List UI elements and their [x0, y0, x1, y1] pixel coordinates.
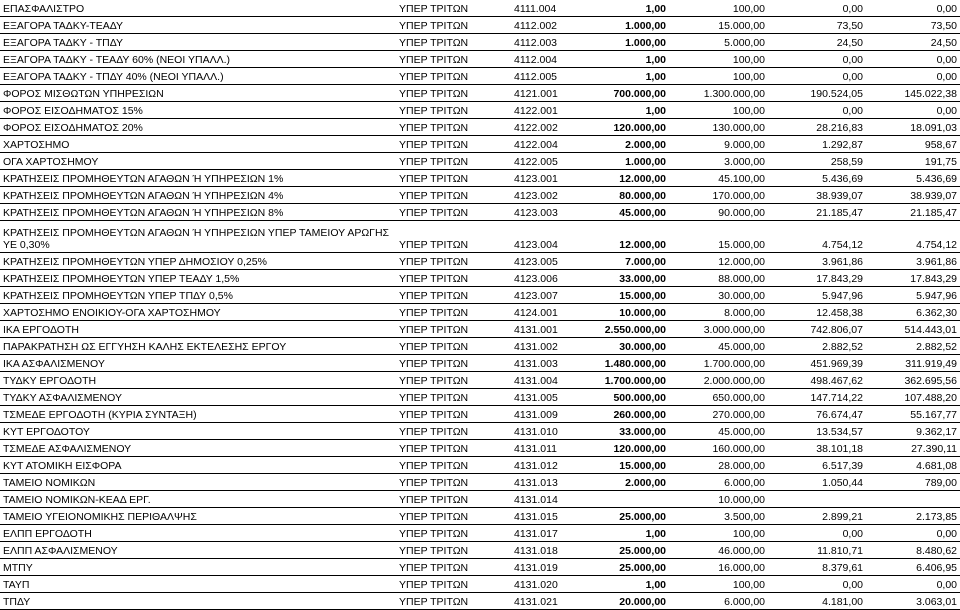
amount-column-3: 28.216,83 [768, 119, 866, 136]
account-category: ΥΠΕΡ ΤΡΙΤΩΝ [396, 304, 511, 321]
budgeted-amount: 1,00 [582, 51, 669, 68]
amount-column-4: 107.488,20 [866, 389, 960, 406]
amount-column-2: 45.000,00 [669, 338, 768, 355]
budgeted-amount: 1,00 [582, 525, 669, 542]
amount-column-3: 38.101,18 [768, 440, 866, 457]
budgeted-amount: 15.000,00 [582, 287, 669, 304]
account-category: ΥΠΕΡ ΤΡΙΤΩΝ [396, 153, 511, 170]
account-description: ΟΓΑ ΧΑΡΤΟΣΗΜΟΥ [0, 153, 396, 170]
table-row [0, 51, 960, 68]
amount-column-2: 100,00 [669, 51, 768, 68]
account-code: 4123.007 [511, 287, 582, 304]
amount-column-2: 6.000,00 [669, 474, 768, 491]
account-code: 4123.006 [511, 270, 582, 287]
account-category: ΥΠΕΡ ΤΡΙΤΩΝ [396, 221, 511, 253]
budgeted-amount: 10.000,00 [582, 304, 669, 321]
amount-column-3: 73,50 [768, 17, 866, 34]
table-row [0, 406, 960, 423]
amount-column-3: 2.882,52 [768, 338, 866, 355]
account-description: ΧΑΡΤΟΣΗΜΟ [0, 136, 396, 153]
amount-column-4: 789,00 [866, 474, 960, 491]
account-description: ΜΤΠΥ [0, 559, 396, 576]
amount-column-4: 311.919,49 [866, 355, 960, 372]
account-description: ΤΑΜΕΙΟ ΝΟΜΙΚΩΝ [0, 474, 396, 491]
budgeted-amount: 500.000,00 [582, 389, 669, 406]
account-description: ΚΡΑΤΗΣΕΙΣ ΠΡΟΜΗΘΕΥΤΩΝ ΥΠΕΡ ΤΕΑΔΥ 1,5% [0, 270, 396, 287]
account-category: ΥΠΕΡ ΤΡΙΤΩΝ [396, 119, 511, 136]
account-category: ΥΠΕΡ ΤΡΙΤΩΝ [396, 440, 511, 457]
amount-column-4: 9.362,17 [866, 423, 960, 440]
amount-column-4: 3.961,86 [866, 253, 960, 270]
account-description: ΕΠΑΣΦΑΛΙΣΤΡΟ [0, 0, 396, 17]
budgeted-amount: 45.000,00 [582, 204, 669, 221]
account-code: 4131.009 [511, 406, 582, 423]
amount-column-2: 8.000,00 [669, 304, 768, 321]
account-code: 4131.005 [511, 389, 582, 406]
amount-column-2: 30.000,00 [669, 287, 768, 304]
amount-column-4: 24,50 [866, 34, 960, 51]
account-description: ΚΡΑΤΗΣΕΙΣ ΠΡΟΜΗΘΕΥΤΩΝ ΑΓΑΘΩΝ Ή ΥΠΗΡΕΣΙΩΝ 8% [0, 204, 396, 221]
table-row [0, 253, 960, 270]
amount-column-4: 6.406,95 [866, 559, 960, 576]
account-code: 4131.014 [511, 491, 582, 508]
account-description: ΕΞΑΓΟΡΑ ΤΑΔΚΥ - ΤΕΑΔΥ 60% (ΝΕΟΙ ΥΠΑΛΛ.) [0, 51, 396, 68]
amount-column-2: 15.000,00 [669, 221, 768, 253]
account-description: ΤΣΜΕΔΕ ΕΡΓΟΔΟΤΗ (ΚΥΡΙΑ ΣΥΝΤΑΞΗ) [0, 406, 396, 423]
amount-column-2: 650.000,00 [669, 389, 768, 406]
account-code: 4131.017 [511, 525, 582, 542]
amount-column-3: 258,59 [768, 153, 866, 170]
amount-column-3 [768, 491, 866, 508]
account-code: 4122.004 [511, 136, 582, 153]
budgeted-amount: 1.000,00 [582, 153, 669, 170]
amount-column-3: 12.458,38 [768, 304, 866, 321]
amount-column-4: 55.167,77 [866, 406, 960, 423]
table-row [0, 593, 960, 610]
amount-column-2: 10.000,00 [669, 491, 768, 508]
budgeted-amount: 12.000,00 [582, 170, 669, 187]
account-code: 4131.019 [511, 559, 582, 576]
table-row [0, 321, 960, 338]
amount-column-4: 3.063,01 [866, 593, 960, 610]
table-row [0, 170, 960, 187]
amount-column-2: 2.000.000,00 [669, 372, 768, 389]
amount-column-4: 2.882,52 [866, 338, 960, 355]
account-category: ΥΠΕΡ ΤΡΙΤΩΝ [396, 187, 511, 204]
amount-column-2: 16.000,00 [669, 559, 768, 576]
amount-column-3: 0,00 [768, 102, 866, 119]
account-code: 4122.001 [511, 102, 582, 119]
amount-column-2: 160.000,00 [669, 440, 768, 457]
account-category: ΥΠΕΡ ΤΡΙΤΩΝ [396, 270, 511, 287]
account-description: ΙΚΑ ΕΡΓΟΔΟΤΗ [0, 321, 396, 338]
budgeted-amount: 1.000,00 [582, 17, 669, 34]
account-description: ΕΛΠΠ ΑΣΦΑΛΙΣΜΕΝΟΥ [0, 542, 396, 559]
table-row [0, 440, 960, 457]
amount-column-2: 100,00 [669, 0, 768, 17]
account-code: 4112.002 [511, 17, 582, 34]
amount-column-4: 21.185,47 [866, 204, 960, 221]
account-code: 4131.003 [511, 355, 582, 372]
account-category: ΥΠΕΡ ΤΡΙΤΩΝ [396, 576, 511, 593]
budgeted-amount: 700.000,00 [582, 85, 669, 102]
amount-column-4: 145.022,38 [866, 85, 960, 102]
table-row [0, 119, 960, 136]
table-row [0, 542, 960, 559]
amount-column-3: 4.181,00 [768, 593, 866, 610]
account-category: ΥΠΕΡ ΤΡΙΤΩΝ [396, 253, 511, 270]
account-category: ΥΠΕΡ ΤΡΙΤΩΝ [396, 34, 511, 51]
budgeted-amount: 15.000,00 [582, 457, 669, 474]
account-code: 4123.001 [511, 170, 582, 187]
table-row [0, 372, 960, 389]
amount-column-4: 0,00 [866, 102, 960, 119]
amount-column-4: 73,50 [866, 17, 960, 34]
account-code: 4131.020 [511, 576, 582, 593]
amount-column-4: 17.843,29 [866, 270, 960, 287]
account-category: ΥΠΕΡ ΤΡΙΤΩΝ [396, 102, 511, 119]
account-description: ΤΑΜΕΙΟ ΥΓΕΙΟΝΟΜΙΚΗΣ ΠΕΡΙΘΑΛΨΗΣ [0, 508, 396, 525]
account-description: ΧΑΡΤΟΣΗΜΟ ΕΝΟΙΚΙΟΥ-ΟΓΑ ΧΑΡΤΟΣΗΜΟΥ [0, 304, 396, 321]
amount-column-3: 0,00 [768, 576, 866, 593]
budgeted-amount [582, 491, 669, 508]
account-description: ΠΑΡΑΚΡΑΤΗΣΗ ΩΣ ΕΓΓΥΗΣΗ ΚΑΛΗΣ ΕΚΤΕΛΕΣΗΣ ΕΡΓΟΥ [0, 338, 396, 355]
amount-column-3: 5.436,69 [768, 170, 866, 187]
account-category: ΥΠΕΡ ΤΡΙΤΩΝ [396, 423, 511, 440]
amount-column-2: 170.000,00 [669, 187, 768, 204]
budgeted-amount: 12.000,00 [582, 221, 669, 253]
account-category: ΥΠΕΡ ΤΡΙΤΩΝ [396, 559, 511, 576]
table-row [0, 270, 960, 287]
account-description: ΤΑΥΠ [0, 576, 396, 593]
account-description: ΤΣΜΕΔΕ ΑΣΦΑΛΙΣΜΕΝΟΥ [0, 440, 396, 457]
amount-column-3: 4.754,12 [768, 221, 866, 253]
amount-column-3: 5.947,96 [768, 287, 866, 304]
amount-column-2: 28.000,00 [669, 457, 768, 474]
budgeted-amount: 1,00 [582, 0, 669, 17]
table-row [0, 153, 960, 170]
amount-column-4: 8.480,62 [866, 542, 960, 559]
amount-column-4: 958,67 [866, 136, 960, 153]
amount-column-4: 4.681,08 [866, 457, 960, 474]
account-category: ΥΠΕΡ ΤΡΙΤΩΝ [396, 491, 511, 508]
account-description: ΕΞΑΓΟΡΑ ΤΑΔΚΥ-ΤΕΑΔΥ [0, 17, 396, 34]
account-description: ΕΛΠΠ ΕΡΓΟΔΟΤΗ [0, 525, 396, 542]
amount-column-3: 1.050,44 [768, 474, 866, 491]
account-description: ΚΥΤ ΕΡΓΟΔΟΤΟΥ [0, 423, 396, 440]
amount-column-4: 27.390,11 [866, 440, 960, 457]
account-category: ΥΠΕΡ ΤΡΙΤΩΝ [396, 136, 511, 153]
amount-column-3: 2.899,21 [768, 508, 866, 525]
account-category: ΥΠΕΡ ΤΡΙΤΩΝ [396, 542, 511, 559]
account-description: ΚΡΑΤΗΣΕΙΣ ΠΡΟΜΗΘΕΥΤΩΝ ΑΓΑΘΩΝ Ή ΥΠΗΡΕΣΙΩΝ 4% [0, 187, 396, 204]
amount-column-2: 12.000,00 [669, 253, 768, 270]
amount-column-3: 6.517,39 [768, 457, 866, 474]
account-code: 4131.013 [511, 474, 582, 491]
amount-column-3: 742.806,07 [768, 321, 866, 338]
account-code: 4131.002 [511, 338, 582, 355]
account-code: 4131.015 [511, 508, 582, 525]
account-code: 4131.012 [511, 457, 582, 474]
table-row [0, 355, 960, 372]
amount-column-2: 100,00 [669, 576, 768, 593]
amount-column-4: 362.695,56 [866, 372, 960, 389]
account-category: ΥΠΕΡ ΤΡΙΤΩΝ [396, 355, 511, 372]
amount-column-2: 6.000,00 [669, 593, 768, 610]
table-row [0, 508, 960, 525]
amount-column-4: 0,00 [866, 68, 960, 85]
budgeted-amount: 25.000,00 [582, 559, 669, 576]
budgeted-amount: 2.000,00 [582, 474, 669, 491]
table-row [0, 34, 960, 51]
amount-column-2: 3.500,00 [669, 508, 768, 525]
table-row [0, 559, 960, 576]
budgeted-amount: 260.000,00 [582, 406, 669, 423]
amount-column-2: 5.000,00 [669, 34, 768, 51]
budgeted-amount: 1.700.000,00 [582, 372, 669, 389]
table-row [0, 491, 960, 508]
amount-column-3: 0,00 [768, 525, 866, 542]
table-row [0, 474, 960, 491]
table-row [0, 525, 960, 542]
account-description: ΦΟΡΟΣ ΜΙΣΘΩΤΩΝ ΥΠΗΡΕΣΙΩΝ [0, 85, 396, 102]
table-row [0, 187, 960, 204]
table-row [0, 389, 960, 406]
account-category: ΥΠΕΡ ΤΡΙΤΩΝ [396, 0, 511, 17]
amount-column-2: 100,00 [669, 102, 768, 119]
account-category: ΥΠΕΡ ΤΡΙΤΩΝ [396, 17, 511, 34]
account-code: 4122.005 [511, 153, 582, 170]
account-description: ΚΡΑΤΗΣΕΙΣ ΠΡΟΜΗΘΕΥΤΩΝ ΑΓΑΘΩΝ Ή ΥΠΗΡΕΣΙΩΝ 1% [0, 170, 396, 187]
budgeted-amount: 80.000,00 [582, 187, 669, 204]
amount-column-2: 3.000.000,00 [669, 321, 768, 338]
table-row [0, 287, 960, 304]
amount-column-2: 90.000,00 [669, 204, 768, 221]
account-category: ΥΠΕΡ ΤΡΙΤΩΝ [396, 389, 511, 406]
account-code: 4121.001 [511, 85, 582, 102]
table-row [0, 68, 960, 85]
table-row [0, 457, 960, 474]
budgeted-amount: 30.000,00 [582, 338, 669, 355]
amount-column-4: 0,00 [866, 51, 960, 68]
amount-column-2: 1.300.000,00 [669, 85, 768, 102]
account-description: ΦΟΡΟΣ ΕΙΣΟΔΗΜΑΤΟΣ 15% [0, 102, 396, 119]
amount-column-3: 13.534,57 [768, 423, 866, 440]
amount-column-3: 76.674,47 [768, 406, 866, 423]
table-row [0, 304, 960, 321]
amount-column-4: 5.436,69 [866, 170, 960, 187]
account-category: ΥΠΕΡ ΤΡΙΤΩΝ [396, 321, 511, 338]
amount-column-3: 190.524,05 [768, 85, 866, 102]
budgeted-amount: 2.550.000,00 [582, 321, 669, 338]
account-description: ΤΥΔΚΥ ΕΡΓΟΔΟΤΗ [0, 372, 396, 389]
amount-column-3: 0,00 [768, 0, 866, 17]
amount-column-4: 5.947,96 [866, 287, 960, 304]
account-description: ΚΡΑΤΗΣΕΙΣ ΠΡΟΜΗΘΕΥΤΩΝ ΥΠΕΡ ΤΠΔΥ 0,5% [0, 287, 396, 304]
budgeted-amount: 25.000,00 [582, 508, 669, 525]
amount-column-2: 88.000,00 [669, 270, 768, 287]
amount-column-3: 38.939,07 [768, 187, 866, 204]
table-row [0, 85, 960, 102]
amount-column-4: 0,00 [866, 0, 960, 17]
amount-column-4 [866, 491, 960, 508]
budgeted-amount: 120.000,00 [582, 119, 669, 136]
account-category: ΥΠΕΡ ΤΡΙΤΩΝ [396, 508, 511, 525]
table-row [0, 576, 960, 593]
account-code: 4122.002 [511, 119, 582, 136]
account-code: 4131.010 [511, 423, 582, 440]
budgeted-amount: 20.000,00 [582, 593, 669, 610]
account-description: ΤΥΔΚΥ ΑΣΦΑΛΙΣΜΕΝΟΥ [0, 389, 396, 406]
amount-column-2: 100,00 [669, 525, 768, 542]
account-category: ΥΠΕΡ ΤΡΙΤΩΝ [396, 338, 511, 355]
budgeted-amount: 120.000,00 [582, 440, 669, 457]
account-description: ΕΞΑΓΟΡΑ ΤΑΔΚΥ - ΤΠΔΥ [0, 34, 396, 51]
amount-column-4: 191,75 [866, 153, 960, 170]
table-row [0, 0, 960, 17]
account-category: ΥΠΕΡ ΤΡΙΤΩΝ [396, 457, 511, 474]
account-description: ΦΟΡΟΣ ΕΙΣΟΔΗΜΑΤΟΣ 20% [0, 119, 396, 136]
amount-column-2: 1.700.000,00 [669, 355, 768, 372]
budgeted-amount: 33.000,00 [582, 423, 669, 440]
amount-column-3: 498.467,62 [768, 372, 866, 389]
account-category: ΥΠΕΡ ΤΡΙΤΩΝ [396, 474, 511, 491]
amount-column-3: 147.714,22 [768, 389, 866, 406]
amount-column-2: 270.000,00 [669, 406, 768, 423]
account-code: 4131.018 [511, 542, 582, 559]
amount-column-4: 4.754,12 [866, 221, 960, 253]
table-row [0, 136, 960, 153]
table-row [0, 102, 960, 119]
amount-column-4: 38.939,07 [866, 187, 960, 204]
account-category: ΥΠΕΡ ΤΡΙΤΩΝ [396, 68, 511, 85]
account-category: ΥΠΕΡ ΤΡΙΤΩΝ [396, 51, 511, 68]
table-row [0, 221, 960, 253]
account-description: ΚΡΑΤΗΣΕΙΣ ΠΡΟΜΗΘΕΥΤΩΝ ΥΠΕΡ ΔΗΜΟΣΙΟΥ 0,25% [0, 253, 396, 270]
amount-column-3: 3.961,86 [768, 253, 866, 270]
account-code: 4111.004 [511, 0, 582, 17]
amount-column-2: 100,00 [669, 68, 768, 85]
amount-column-3: 0,00 [768, 68, 866, 85]
budgeted-amount: 2.000,00 [582, 136, 669, 153]
budgeted-amount: 1,00 [582, 102, 669, 119]
amount-column-3: 24,50 [768, 34, 866, 51]
amount-column-3: 1.292,87 [768, 136, 866, 153]
amount-column-3: 8.379,61 [768, 559, 866, 576]
amount-column-2: 45.100,00 [669, 170, 768, 187]
budgeted-amount: 33.000,00 [582, 270, 669, 287]
account-description: ΚΡΑΤΗΣΕΙΣ ΠΡΟΜΗΘΕΥΤΩΝ ΑΓΑΘΩΝ Ή ΥΠΗΡΕΣΙΩΝ ΥΠΕΡ ΤΑΜΕΙΟΥ ΑΡΩΓΗΣ ΥΕ 0,30% [0, 221, 396, 253]
account-code: 4123.005 [511, 253, 582, 270]
account-code: 4123.003 [511, 204, 582, 221]
account-category: ΥΠΕΡ ΤΡΙΤΩΝ [396, 85, 511, 102]
amount-column-4: 2.173,85 [866, 508, 960, 525]
amount-column-4: 18.091,03 [866, 119, 960, 136]
account-code: 4131.011 [511, 440, 582, 457]
account-description: ΤΠΔΥ [0, 593, 396, 610]
account-code: 4112.004 [511, 51, 582, 68]
account-description: ΚΥΤ ΑΤΟΜΙΚΗ ΕΙΣΦΟΡΑ [0, 457, 396, 474]
account-category: ΥΠΕΡ ΤΡΙΤΩΝ [396, 593, 511, 610]
account-code: 4112.003 [511, 34, 582, 51]
amount-column-2: 3.000,00 [669, 153, 768, 170]
account-category: ΥΠΕΡ ΤΡΙΤΩΝ [396, 204, 511, 221]
amount-column-2: 130.000,00 [669, 119, 768, 136]
amount-column-4: 6.362,30 [866, 304, 960, 321]
account-code: 4131.004 [511, 372, 582, 389]
amount-column-4: 0,00 [866, 525, 960, 542]
account-description: ΙΚΑ ΑΣΦΑΛΙΣΜΕΝΟΥ [0, 355, 396, 372]
amount-column-3: 21.185,47 [768, 204, 866, 221]
table-row [0, 204, 960, 221]
budgeted-amount: 1.000,00 [582, 34, 669, 51]
table-row [0, 17, 960, 34]
account-code: 4131.001 [511, 321, 582, 338]
amount-column-4: 0,00 [866, 576, 960, 593]
table-row [0, 338, 960, 355]
budgeted-amount: 1,00 [582, 68, 669, 85]
account-code: 4123.004 [511, 221, 582, 253]
budgeted-amount: 7.000,00 [582, 253, 669, 270]
account-description: ΕΞΑΓΟΡΑ ΤΑΔΚΥ - ΤΠΔΥ 40% (ΝΕΟΙ ΥΠΑΛΛ.) [0, 68, 396, 85]
amount-column-2: 15.000,00 [669, 17, 768, 34]
account-category: ΥΠΕΡ ΤΡΙΤΩΝ [396, 525, 511, 542]
amount-column-2: 46.000,00 [669, 542, 768, 559]
amount-column-3: 11.810,71 [768, 542, 866, 559]
amount-column-2: 45.000,00 [669, 423, 768, 440]
account-category: ΥΠΕΡ ΤΡΙΤΩΝ [396, 406, 511, 423]
table-row [0, 423, 960, 440]
amount-column-3: 17.843,29 [768, 270, 866, 287]
budgeted-amount: 25.000,00 [582, 542, 669, 559]
account-description: ΤΑΜΕΙΟ ΝΟΜΙΚΩΝ-ΚΕΑΔ ΕΡΓ. [0, 491, 396, 508]
amount-column-3: 0,00 [768, 51, 866, 68]
account-category: ΥΠΕΡ ΤΡΙΤΩΝ [396, 287, 511, 304]
account-code: 4123.002 [511, 187, 582, 204]
amount-column-4: 514.443,01 [866, 321, 960, 338]
account-code: 4124.001 [511, 304, 582, 321]
account-code: 4112.005 [511, 68, 582, 85]
account-category: ΥΠΕΡ ΤΡΙΤΩΝ [396, 170, 511, 187]
amount-column-2: 9.000,00 [669, 136, 768, 153]
account-category: ΥΠΕΡ ΤΡΙΤΩΝ [396, 372, 511, 389]
budgeted-amount: 1.480.000,00 [582, 355, 669, 372]
account-code: 4131.021 [511, 593, 582, 610]
budgeted-amount: 1,00 [582, 576, 669, 593]
amount-column-3: 451.969,39 [768, 355, 866, 372]
